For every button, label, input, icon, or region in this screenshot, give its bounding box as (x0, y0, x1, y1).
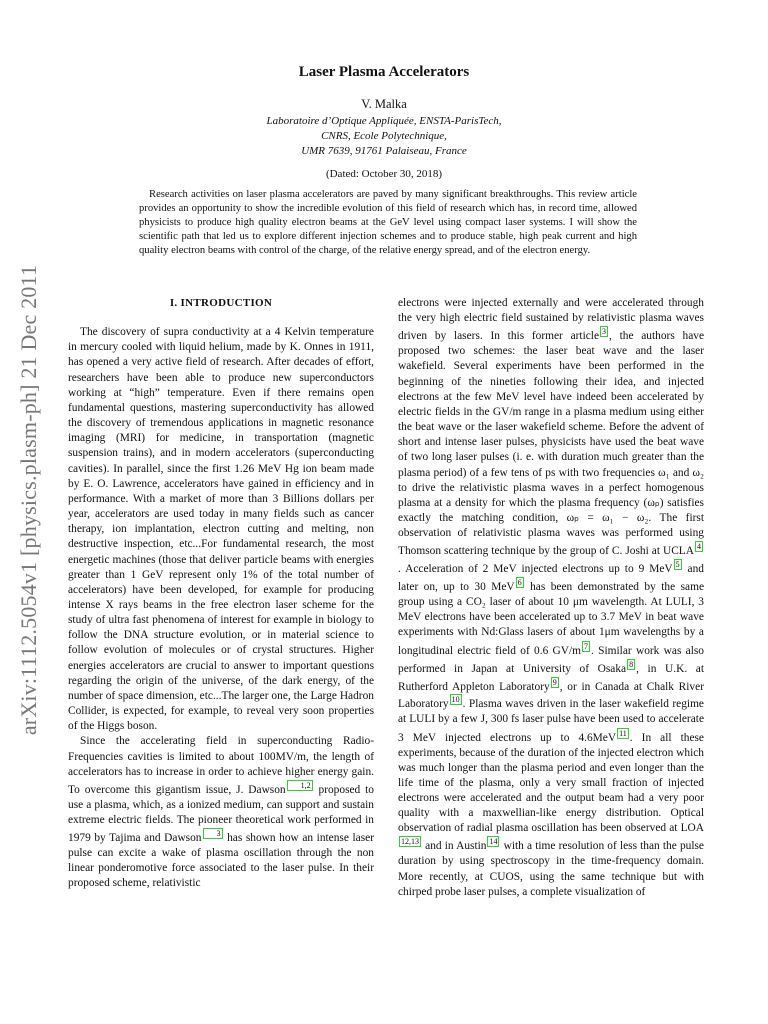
citation-link[interactable]: 10 (451, 695, 460, 705)
paragraph-text: Since the accelerating field in superconducting Radio-Frequencies cavities is limited to about 100MV/m, the length of accelerators has to increase in order to achieve higher energy gain. To overcome this gigantism issue, J. Dawson (68, 735, 374, 796)
dated-line: (Dated: October 30, 2018) (325, 168, 443, 180)
citation-link[interactable]: 5 (675, 560, 680, 570)
paragraph (68, 734, 374, 891)
paragraph-text: , the authors have proposed two schemes: the laser beat wave and the laser wakefield. Several experiments have been performed in the beginning of the nineties following their idea, and injected electrons at the few MeV level have indeed been accelerated by electric fields in the GV/m range in a plasma medium using either the beat wave or the laser wakefield scheme. Before the advent of short and intense laser pulses, physicists have used the beat wave of two long laser pulses (i. e. with duration much greater than the plasma period) of a few tens of ps with two frequencies ω₁ and ω₂ to drive the relativistic plasma waves in a perfect homogenous plasma at a density for which the plasma frequency (ωₚ) satisfies exactly the matching condition, ωₚ = ω₁ − ω₂. The first observation of relativistic plasma waves was performed using Thomson scattering technique by the group of C. Joshi at UCLA (398, 330, 705, 558)
paragraph-text: . Similar work was also performed in Japan at University of Osaka (398, 644, 704, 675)
paragraph-text: electrons were injected externally and were accelerated through the very high electric field sustained by relativistic plasma waves driven by lasers. In this former article (398, 297, 704, 343)
affiliation-line: CNRS, Ecole Polytechnique, (321, 130, 447, 142)
citation-link[interactable]: 11 (619, 728, 627, 738)
paragraph (398, 296, 704, 900)
left-column (68, 296, 374, 892)
abstract: Research activities on laser plasma accelerators are paved by many significant breakthroughs. This review article provides an opportunity to show the incredible evolution of this field of research which has, in record time, allowed physicists to produce high quality electron beams at the GeV level using compact laser systems. I will show the scientific path that led us to explore different injection schemes and to produce stable, high peak current and high quality electron beams with control of the charge, of the relative energy spread, and of the electron energy. (139, 189, 637, 256)
paragraph-text: and in Austin (422, 840, 487, 853)
citation-link[interactable]: 7 (584, 641, 589, 651)
citation-link[interactable]: 12,13 (401, 837, 419, 847)
citation-link[interactable]: 3 (602, 327, 607, 337)
paragraph-text: . In all these experiments, because of the duration of the injected electron which was much longer than the plasma period and even longer than the life time of the plasma, only a very small fraction of injected electrons were accelerated and the output beam had a very poor quality with a maxwellian-like energy distribution. Optical observation of radial plasma oscillation has been observed at LOA (398, 731, 704, 835)
citation-link[interactable]: 1,2 (287, 780, 313, 791)
paper-title: Laser Plasma Accelerators (298, 64, 470, 80)
citation-link[interactable]: 8 (629, 659, 634, 669)
paragraph-text: . Acceleration of 2 MeV injected electrons up to 9 MeV (398, 563, 673, 576)
affiliation-line: UMR 7639, 91761 Palaiseau, France (301, 145, 467, 157)
paragraph-text: . Plasma waves driven in the laser wakefield regime at LULI by a few J, 300 fs laser pulse have been used to accelerate 3 MeV injected electrons up to 4.6MeV (398, 698, 704, 744)
paragraph-text: , in U.K. at Rutherford Appleton Laboratory (398, 662, 704, 693)
author-name: V. Malka (361, 97, 407, 111)
paragraph-text: and later on, up to 30 MeV (398, 563, 705, 593)
affiliation (0, 114, 768, 159)
citation-link[interactable]: 3 (203, 828, 223, 839)
paragraph-text: , or in Canada at Chalk River Laboratory (398, 680, 704, 711)
right-column (398, 296, 704, 900)
paragraph-text: has shown how an intense laser pulse can excite a wake of plasma oscillation through the non linear ponderomotive force associated to the laser pulse. In their proposed scheme, relativistic (68, 831, 374, 890)
affiliation-line: Laboratoire d’Optique Appliquée, ENSTA-ParisTech, (266, 115, 502, 127)
paragraph-text: has been demonstrated by the same group using a CO₂ laser of about 10 μm wavelength. At LULI, 3 MeV electrons have been accelerated up to 3.7 MeV in beat wave experiments with Nd:Glass lasers of about 1μm wavelengths by a longitudinal electric field of 0.6 GV/m (398, 581, 704, 657)
citation-link[interactable]: 4 (697, 542, 701, 552)
paragraph-text: proposed to use a plasma, which, as a ionized medium, can support and sustain extreme electric fields. The pioneer theoretical work performed in 1979 by Tajima and Dawson (68, 783, 374, 844)
citation-link[interactable]: 14 (489, 837, 498, 847)
paragraph-text: with a time resolution of less than the pulse duration by using spectroscopy in the time-frequency domain. More recently, at CUOS, using the same technique but with chirped probe laser pulses, a complete visualization of (398, 840, 704, 898)
arxiv-identifier-stamp[interactable]: arXiv:1112.5054v1 [physics.plasm-ph] 21 Dec 2011 (16, 264, 41, 736)
paragraph: The discovery of supra conductivity at a 4 Kelvin temperature in mercury cooled with liquid helium, made by K. Onnes in 1911, has opened a very active field of research. After decades of effort, researchers have been able to produce new superconductors working at “high” temperature. Even if there remains open fundamental questions, mastering superconductivity has allowed the discovery of tremendous applications in magnetic resonance imaging (MRI) for medicine, in transportation (magnetic suspension trains), and in modern accelerators (superconducting cavities). In parallel, since the first 1.26 MeV Hg ion beam made by E. O. Lawrence, accelerators have gained in efficiency and in performance. With a market of more than 3 Billions dollars per year, accelerators are used today in many fields such as cancer therapy, ion implantation, electron cutting and melting, non destructive inspection, etc...For fundamental research, the most energetic machines (those that deliver particle beams with energies greater than 1 GeV represent only 1% of the total number of accelerators) have been developed, for example for producing intense X rays beams in the free electron laser scheme for the study of ultra fast phenomena of interest for example in biology to follow the DNA structure evolution, or in material science to follow evolution of molecules or of crystal structures. Higher energies accelerators are crucial to answer to important questions regarding the origin of the universe, of the dark energy, of the number of space dimension, etc...The larger one, the Large Hadron Collider, is expected, for example, to reveal very soon properties of the Higgs boson. (68, 326, 374, 733)
citation-link[interactable]: 9 (552, 677, 557, 687)
citation-link[interactable]: 6 (517, 578, 522, 588)
section-heading: I. INTRODUCTION (169, 297, 273, 309)
